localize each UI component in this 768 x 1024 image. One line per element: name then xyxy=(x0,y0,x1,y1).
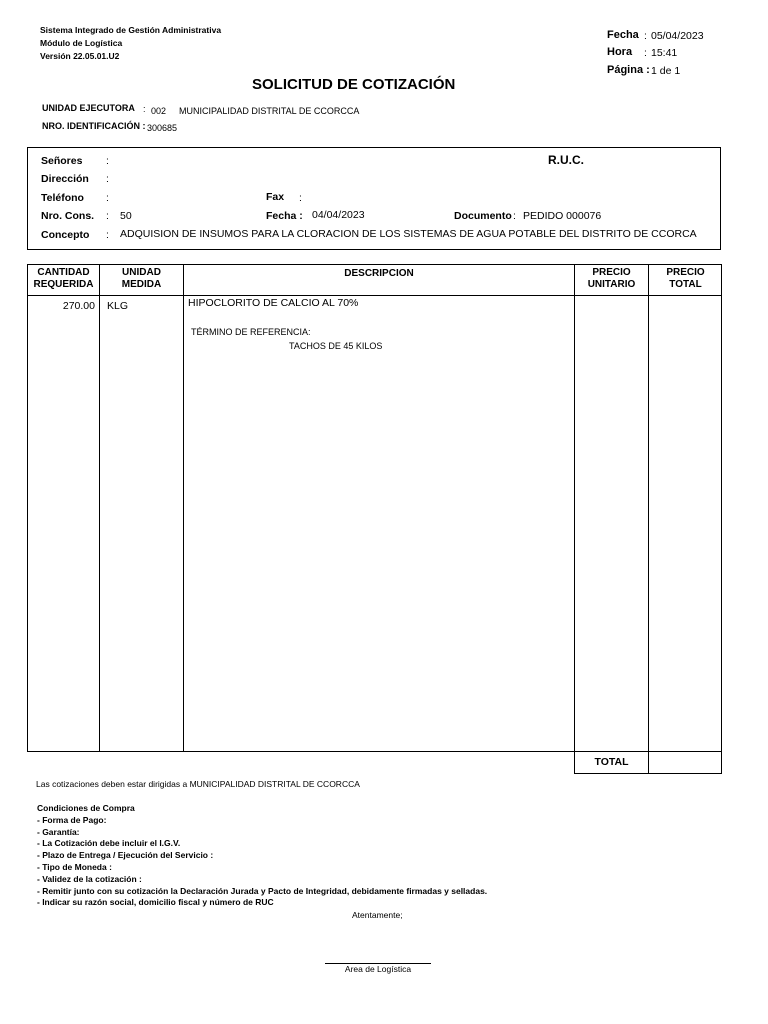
col-divider-4 xyxy=(648,264,649,752)
col-header-precio-total-line1: PRECIO xyxy=(666,267,705,278)
condition-garantia: - Garantía: xyxy=(37,826,80,837)
signature-label: Area de Logística xyxy=(344,964,412,974)
ruc-label: R.U.C. xyxy=(548,153,584,167)
senores-label: Señores xyxy=(41,155,83,167)
document-title: SOLICITUD DE COTIZACIÓN xyxy=(252,76,456,93)
senores-sep: : xyxy=(106,155,109,167)
col-header-precio-unitario xyxy=(575,267,648,290)
fax-sep: : xyxy=(299,192,302,204)
nro-identificacion-label: NRO. IDENTIFICACIÓN : xyxy=(42,121,146,131)
nro-cons-value: 50 xyxy=(120,210,132,222)
col-header-descripcion: DESCRIPCION xyxy=(344,268,414,279)
condition-plazo-entrega: - Plazo de Entrega / Ejecución del Servicio : xyxy=(37,850,214,861)
meta-fecha-label: Fecha xyxy=(607,29,639,41)
table-header-divider xyxy=(27,295,722,296)
condition-tipo-moneda: - Tipo de Moneda : xyxy=(37,861,112,872)
col-header-unidad-line1: UNIDAD xyxy=(122,267,161,278)
item-descripcion: HIPOCLORITO DE CALCIO AL 70% xyxy=(188,297,359,309)
col-header-unidad xyxy=(100,267,183,290)
meta-hora-value: 15:41 xyxy=(651,47,678,59)
item-termino-referencia: TÉRMINO DE REFERENCIA: xyxy=(191,327,311,337)
concepto-value: ADQUISION DE INSUMOS PARA LA CLORACION DE LOS SISTEMAS DE AGUA POTABLE DEL DISTRITO DE CCORCA xyxy=(120,228,697,240)
col-header-precio-unitario-line2: UNITARIO xyxy=(587,278,636,290)
col-header-cantidad-line1: CANTIDAD xyxy=(37,267,90,278)
item-unidad: KLG xyxy=(107,300,129,312)
atentamente: Atentamente; xyxy=(352,910,403,920)
col-divider-1 xyxy=(99,264,100,752)
supplier-fecha-value: 04/04/2023 xyxy=(312,209,365,221)
concepto-label: Concepto xyxy=(41,229,90,241)
documento-sep: : xyxy=(513,210,516,222)
item-cantidad: 270.00 xyxy=(62,300,95,312)
meta-fecha-sep: : xyxy=(644,30,647,42)
col-header-precio-total-line2: TOTAL xyxy=(669,278,702,290)
conditions-title: Condiciones de Compra xyxy=(37,803,135,813)
documento-value: PEDIDO 000076 xyxy=(523,210,602,222)
total-label: TOTAL xyxy=(594,756,629,768)
conditions-list xyxy=(37,803,487,909)
meta-fecha-value: 05/04/2023 xyxy=(651,30,704,42)
dirigidas-note: Las cotizaciones deben estar dirigidas a MUNICIPALIDAD DISTRITAL DE CCORCCA xyxy=(36,779,360,789)
col-header-precio-unitario-line1: PRECIO xyxy=(592,267,631,278)
meta-hora-sep: : xyxy=(644,47,647,59)
items-table xyxy=(27,264,722,752)
direccion-sep: : xyxy=(106,173,109,185)
module-name: Módulo de Logística xyxy=(40,38,123,48)
nro-cons-sep: : xyxy=(106,210,109,222)
direccion-label: Dirección xyxy=(41,173,89,185)
telefono-label: Teléfono xyxy=(41,192,84,204)
unidad-code: 002 xyxy=(151,106,167,116)
col-header-unidad-line2: MEDIDA xyxy=(121,278,162,290)
item-detalle: TACHOS DE 45 KILOS xyxy=(289,341,383,351)
col-divider-2 xyxy=(183,264,184,752)
version: Versión 22.05.01.U2 xyxy=(40,51,120,61)
meta-pagina-value: 1 de 1 xyxy=(651,65,681,77)
unidad-sep: : xyxy=(143,104,146,114)
nro-identificacion-value: 300685 xyxy=(147,123,178,133)
condition-forma-pago: - Forma de Pago: xyxy=(37,814,107,825)
col-header-cantidad xyxy=(28,267,99,290)
condition-igv: - La Cotización debe incluir el I.G.V. xyxy=(37,838,181,849)
condition-razon-social: - Indicar su razón social, domicilio fiscal y número de RUC xyxy=(37,897,274,908)
col-divider-3 xyxy=(574,264,575,752)
unidad-name: MUNICIPALIDAD DISTRITAL DE CCORCCA xyxy=(179,106,360,116)
system-name: Sistema Integrado de Gestión Administrativa xyxy=(40,25,222,35)
col-header-precio-total xyxy=(649,267,722,290)
unidad-label: UNIDAD EJECUTORA xyxy=(42,103,135,113)
meta-hora-label: Hora xyxy=(607,46,633,58)
nro-cons-label: Nro. Cons. xyxy=(41,210,95,222)
total-divider xyxy=(648,751,649,774)
condition-remitir: - Remitir junto con su cotización la Declaración Jurada y Pacto de Integridad, debidamente firmadas y selladas. xyxy=(37,885,488,896)
concepto-sep: : xyxy=(106,229,109,241)
col-header-cantidad-line2: REQUERIDA xyxy=(33,278,94,290)
telefono-sep: : xyxy=(106,192,109,204)
supplier-fecha-label: Fecha : xyxy=(266,210,303,222)
fax-label: Fax xyxy=(266,191,285,203)
documento-label: Documento xyxy=(454,210,512,222)
condition-validez: - Validez de la cotización : xyxy=(37,873,142,884)
meta-pagina-label: Página : xyxy=(607,64,650,76)
